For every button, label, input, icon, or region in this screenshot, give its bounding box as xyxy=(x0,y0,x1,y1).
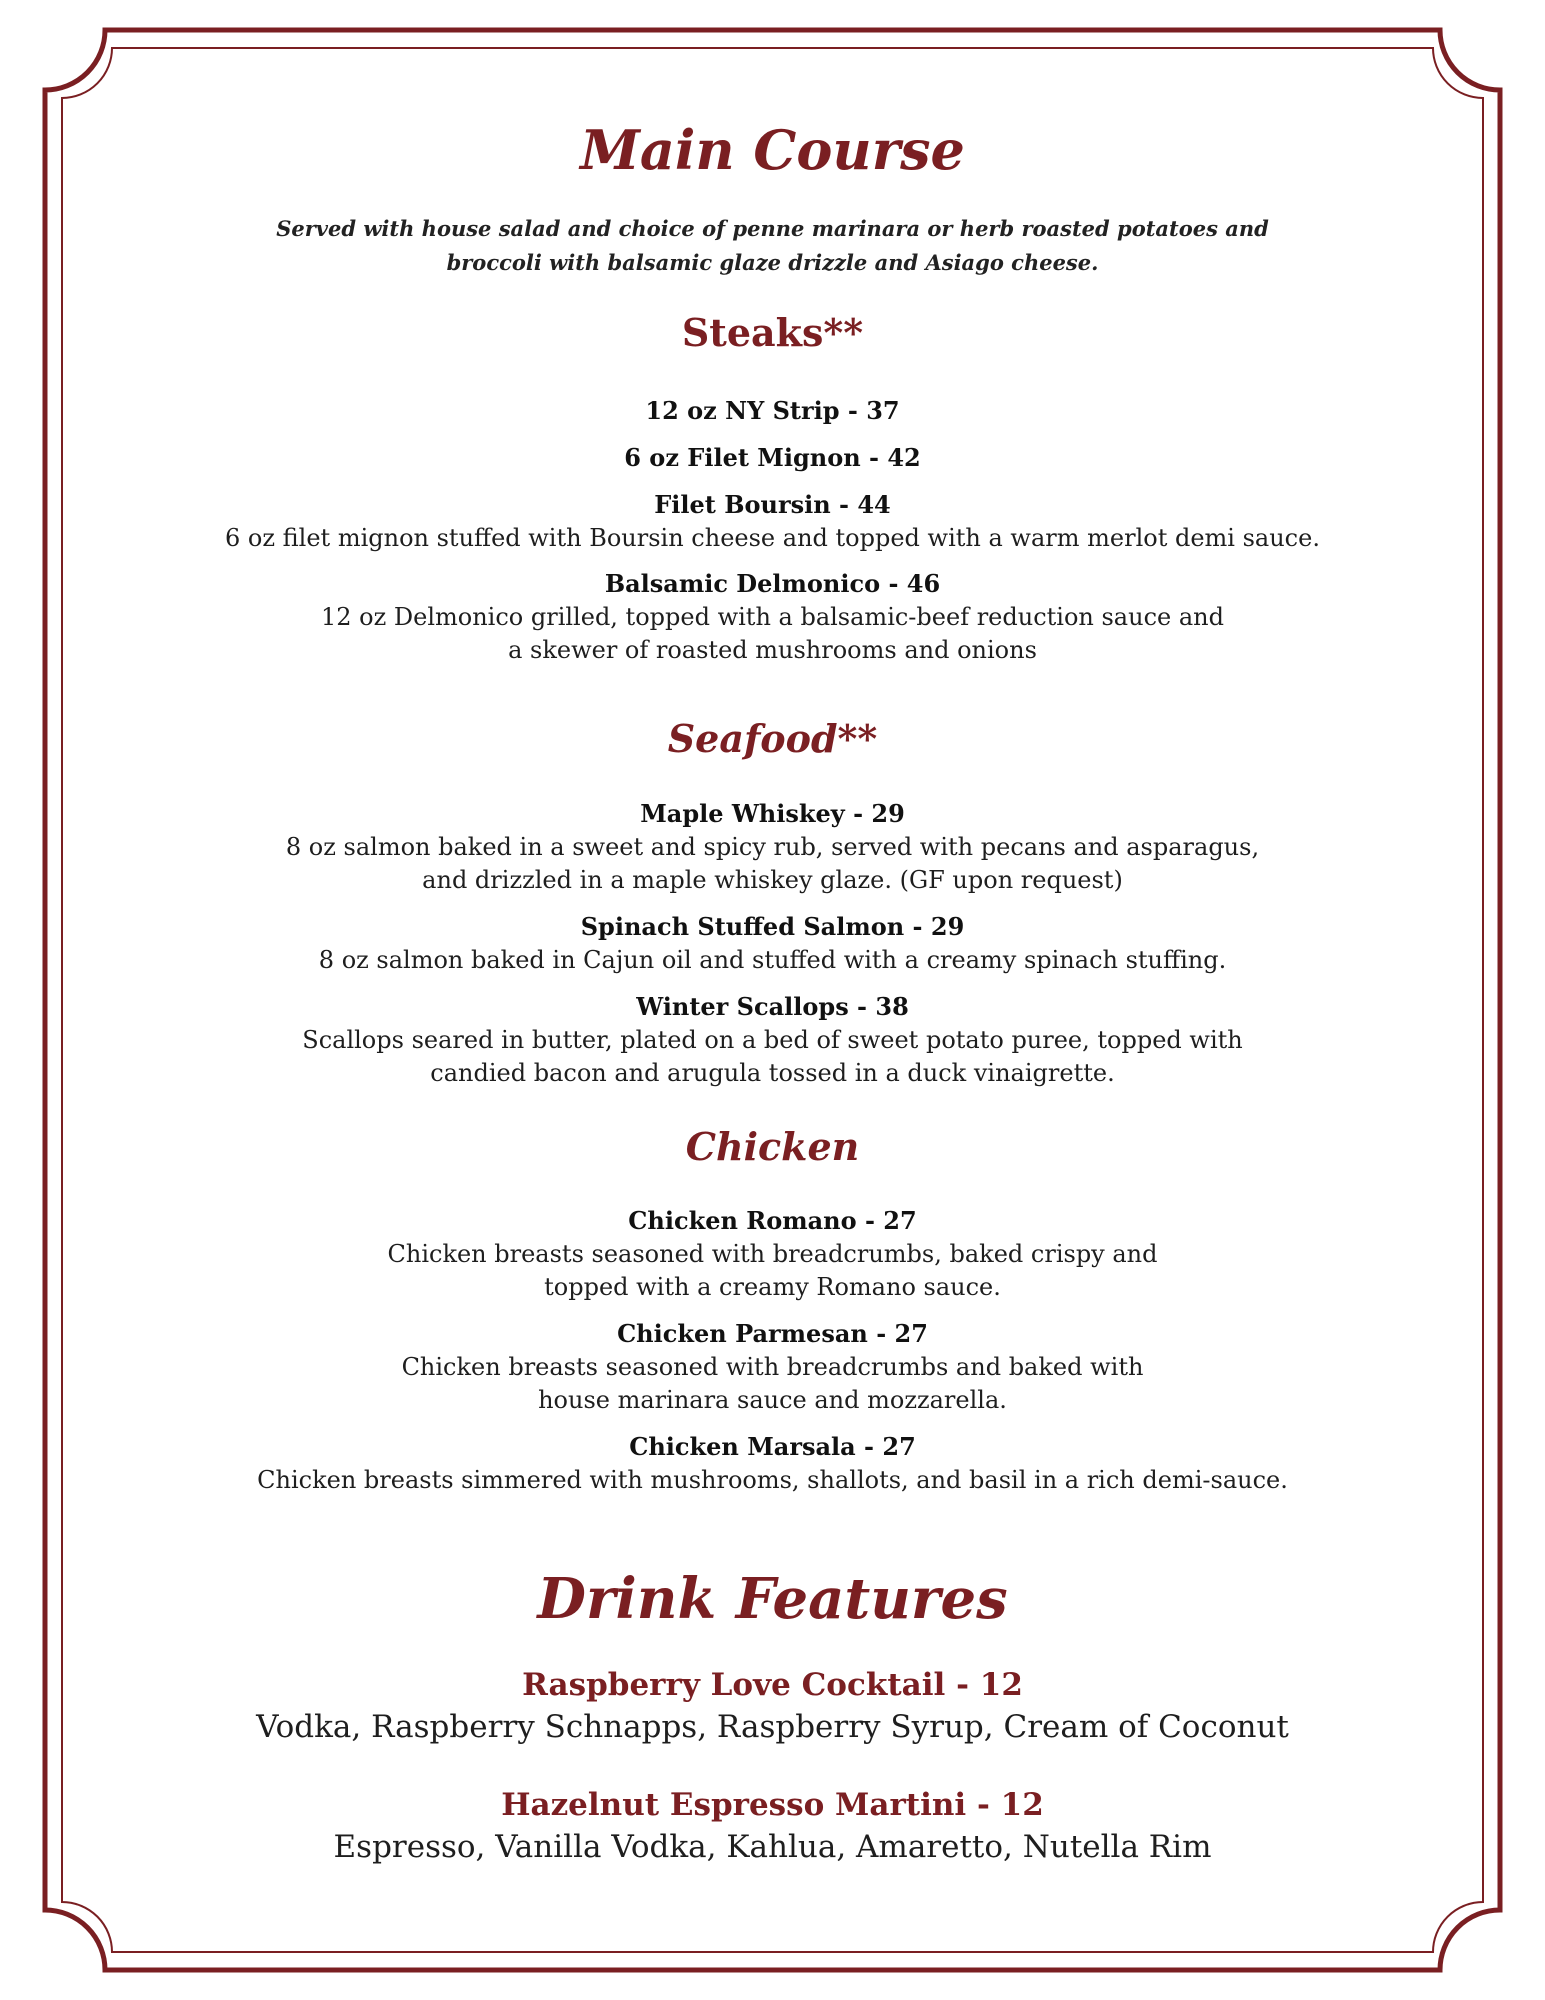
menu-item xyxy=(0,567,1545,667)
item-description: Chicken breasts seasoned with breadcrumbs and baked with xyxy=(401,1353,1144,1381)
drink-item xyxy=(0,1664,1545,1748)
menu-item xyxy=(0,797,1545,897)
menu-item xyxy=(0,1430,1545,1497)
drink-name: Hazelnut Espresso Martini - 12 xyxy=(501,1787,1044,1823)
item-name: Chicken Parmesan - 27 xyxy=(617,1319,928,1348)
item-name: Chicken Marsala - 27 xyxy=(629,1432,916,1461)
item-name: Chicken Romano - 27 xyxy=(628,1206,917,1235)
item-description: Chicken breasts seasoned with breadcrumbs, baked crispy and xyxy=(387,1240,1158,1268)
item-name: Balsamic Delmonico - 46 xyxy=(604,569,941,598)
item-name: Maple Whiskey - 29 xyxy=(640,799,905,828)
menu-item xyxy=(0,990,1545,1090)
section-title-steaks: Steaks** xyxy=(681,310,864,355)
menu-item xyxy=(0,910,1545,977)
item-description: 12 oz Delmonico grilled, topped with a balsamic-beef reduction sauce and xyxy=(321,603,1224,631)
menu-item xyxy=(0,1317,1545,1417)
menu-item xyxy=(0,394,1545,428)
item-description: a skewer of roasted mushrooms and onions xyxy=(508,636,1037,664)
drink-features-title: Drink Features xyxy=(537,1566,1008,1632)
menu-item xyxy=(0,441,1545,475)
item-description: 6 oz filet mignon stuffed with Boursin cheese and topped with a warm merlot demi sauce. xyxy=(225,524,1320,552)
item-description: Chicken breasts simmered with mushrooms, shallots, and basil in a rich demi-sauce. xyxy=(257,1466,1288,1494)
item-description: candied bacon and arugula tossed in a duck vinaigrette. xyxy=(430,1059,1115,1087)
menu-item xyxy=(0,488,1545,555)
item-name: 6 oz Filet Mignon - 42 xyxy=(624,443,921,472)
item-description: topped with a creamy Romano sauce. xyxy=(544,1273,1001,1301)
item-description: and drizzled in a maple whiskey glaze. (GF upon request) xyxy=(422,866,1123,894)
item-name: 12 oz NY Strip - 37 xyxy=(645,396,900,425)
intro-line: Served with house salad and choice of penne marinara or herb roasted potatoes and xyxy=(276,216,1269,241)
item-name: Winter Scallops - 38 xyxy=(636,992,909,1021)
main-course-title: Main Course xyxy=(580,118,965,182)
item-description: Scallops seared in butter, plated on a bed of sweet potato puree, topped with xyxy=(302,1026,1243,1054)
main-course-intro xyxy=(0,212,1545,280)
item-name: Spinach Stuffed Salmon - 29 xyxy=(580,912,965,941)
item-name: Filet Boursin - 44 xyxy=(654,490,891,519)
item-description: 8 oz salmon baked in Cajun oil and stuffed with a creamy spinach stuffing. xyxy=(318,946,1227,974)
item-description: 8 oz salmon baked in a sweet and spicy rub, served with pecans and asparagus, xyxy=(285,833,1260,861)
drink-description: Espresso, Vanilla Vodka, Kahlua, Amaretto, Nutella Rim xyxy=(333,1829,1212,1865)
menu-item xyxy=(0,1204,1545,1304)
section-title-seafood: Seafood** xyxy=(667,716,878,761)
section-title-chicken: Chicken xyxy=(685,1124,860,1169)
item-description: house marinara sauce and mozzarella. xyxy=(538,1386,1007,1414)
drink-description: Vodka, Raspberry Schnapps, Raspberry Syrup, Cream of Coconut xyxy=(256,1709,1289,1745)
drink-name: Raspberry Love Cocktail - 12 xyxy=(522,1667,1023,1703)
drink-item xyxy=(0,1784,1545,1868)
intro-line: broccoli with balsamic glaze drizzle and Asiago cheese. xyxy=(446,250,1099,275)
